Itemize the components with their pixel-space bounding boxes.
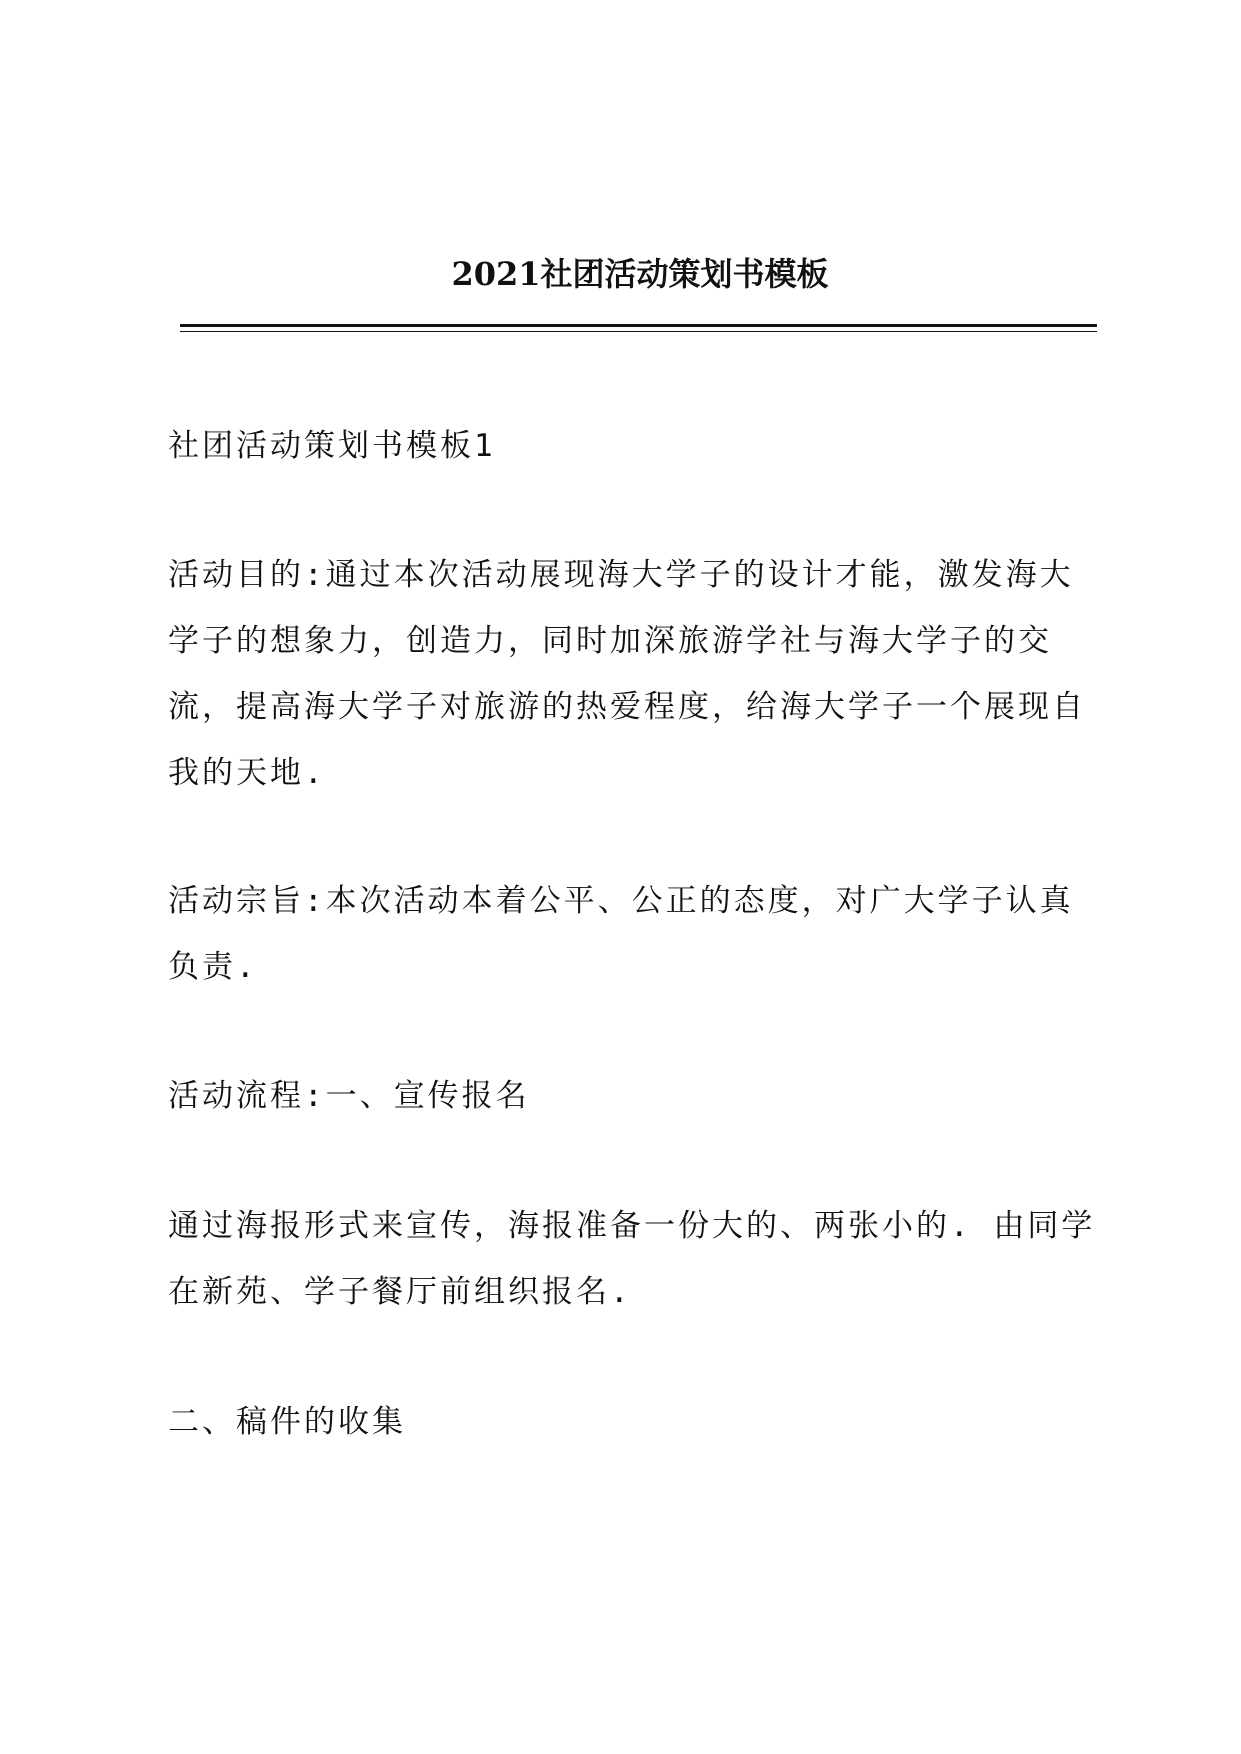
paragraph-purpose: 活动目的:通过本次活动展现海大学子的设计才能，激发海大学子的想象力，创造力，同时加深旅游学社与海大学子的交流，提高海大学子对旅游的热爱程度，给海大学子一个展现自我的天地. <box>168 557 1086 791</box>
paragraph-process: 活动流程:一、宣传报名 <box>168 1078 530 1114</box>
paragraph-publicity: 通过海报形式来宣传，海报准备一份大的、两张小的. 由同学在新苑、学子餐厅前组织报名. <box>168 1208 1096 1310</box>
section-heading: 社团活动策划书模板1 <box>168 428 496 464</box>
paragraph-collection: 二、稿件的收集 <box>168 1404 406 1440</box>
document-title: 2021社团活动策划书模板 <box>451 255 829 293</box>
title-rule-thin <box>180 331 1097 332</box>
paragraph-tenet: 活动宗旨:本次活动本着公平、公正的态度，对广大学子认真负责. <box>168 883 1074 985</box>
title-rule-thick <box>180 324 1097 327</box>
